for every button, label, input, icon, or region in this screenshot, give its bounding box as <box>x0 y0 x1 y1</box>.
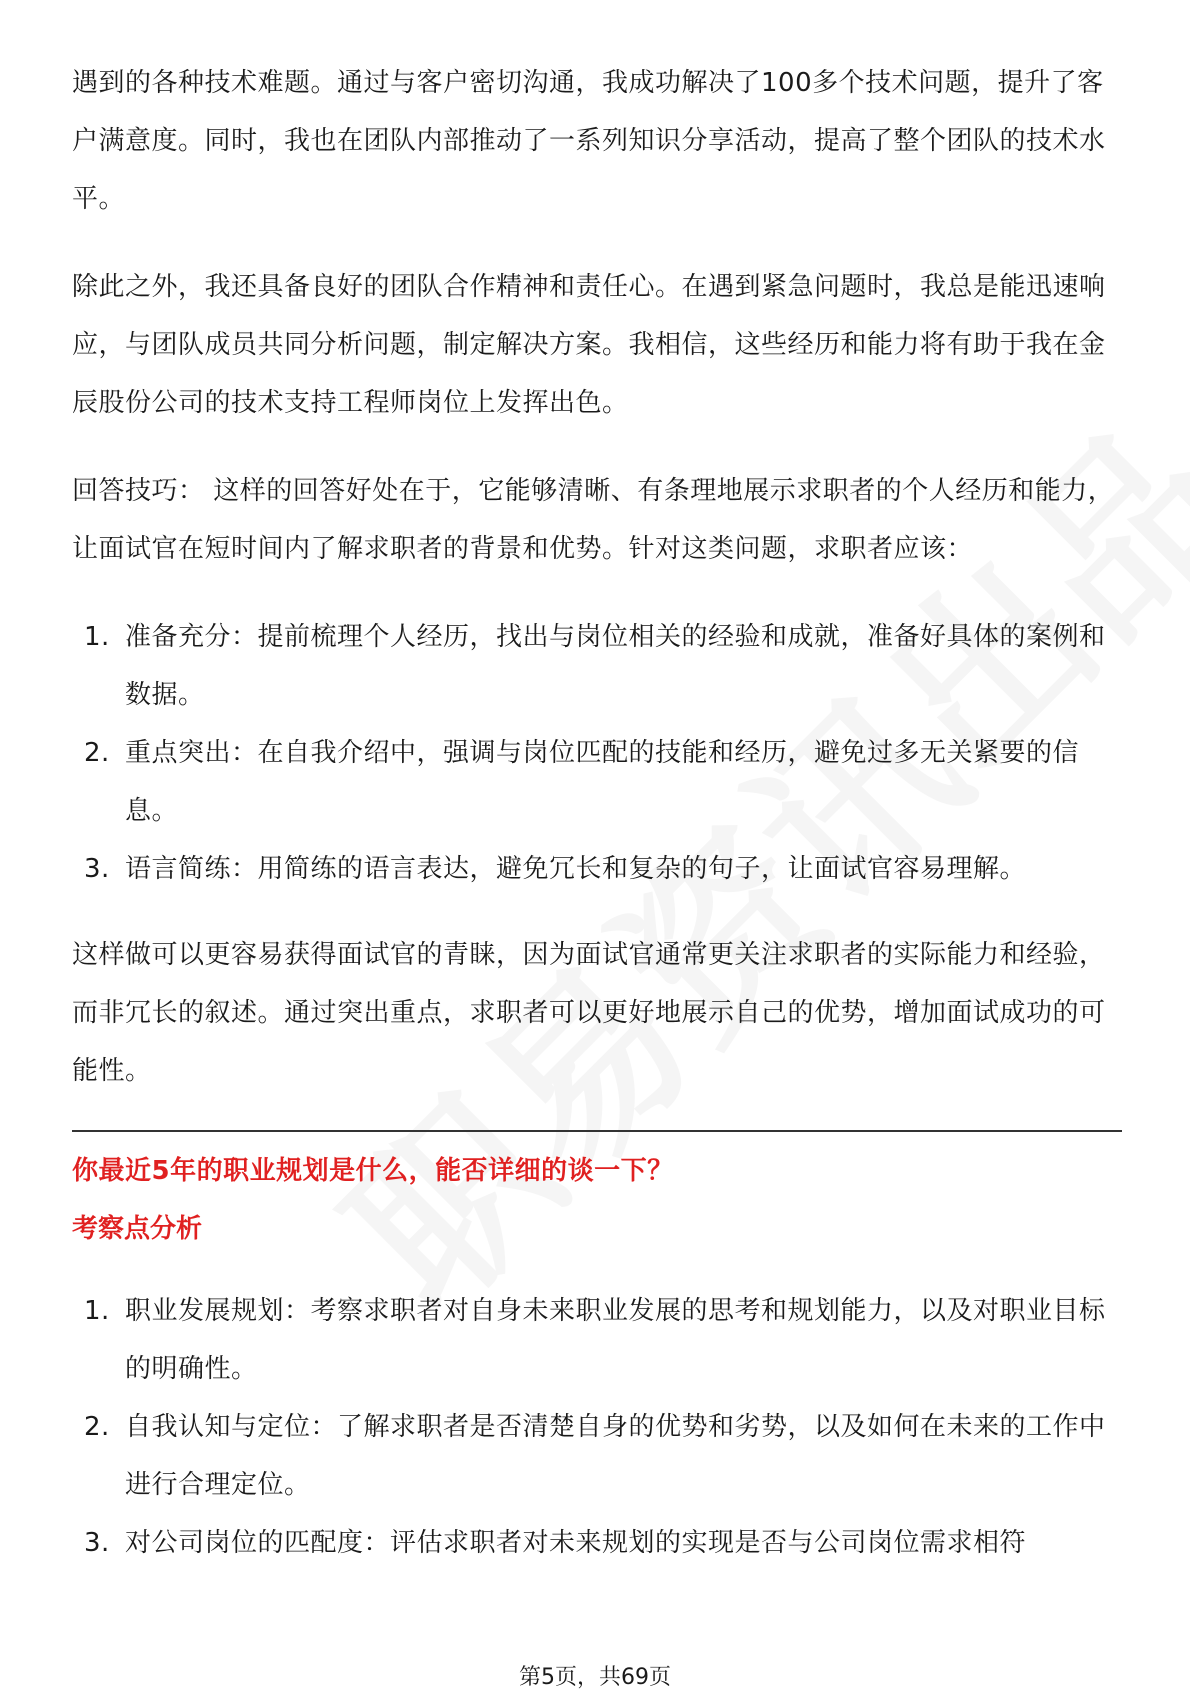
list-number: 1. <box>84 622 110 652</box>
paragraph-conclusion: 这样做可以更容易获得面试官的青睐，因为面试官通常更关注求职者的实际能力和经验，而非冗长的叙述。通过突出重点，求职者可以更好地展示自己的优势，增加面试成功的可能性。 <box>72 940 1106 1086</box>
list-number: 2. <box>84 1412 110 1442</box>
list-number: 1. <box>84 1296 110 1326</box>
list-item-text: 对公司岗位的匹配度：评估求职者对未来规划的实现是否与公司岗位需求相符 <box>125 1528 1027 1558</box>
list-item <box>72 1398 1122 1514</box>
page-footer: 第5页，共69页 <box>519 1665 671 1690</box>
list-item-text: 准备充分：提前梳理个人经历，找出与岗位相关的经验和成就，准备好具体的案例和数据。 <box>125 622 1106 710</box>
list-number: 3. <box>84 1528 110 1558</box>
list-item <box>72 1282 1122 1398</box>
list-number: 2. <box>84 738 110 768</box>
analysis-list <box>72 1282 1122 1572</box>
section-divider <box>72 1130 1122 1132</box>
list-item <box>72 840 1122 898</box>
list-item <box>72 608 1122 724</box>
list-item <box>72 724 1122 840</box>
list-item-text: 自我认知与定位：了解求职者是否清楚自身的优势和劣势，以及如何在未来的工作中进行合理定位。 <box>125 1412 1106 1500</box>
tips-list <box>72 608 1122 898</box>
analysis-heading: 考察点分析 <box>72 1214 203 1244</box>
interview-question: 你最近5年的职业规划是什么，能否详细的谈一下？ <box>72 1156 674 1186</box>
document-page <box>72 54 1122 1600</box>
paragraph-teamwork: 除此之外，我还具备良好的团队合作精神和责任心。在遇到紧急问题时，我总是能迅速响应，与团队成员共同分析问题，制定解决方案。我相信，这些经历和能力将有助于我在金辰股份公司的技术支持工程师岗位上发挥出色。 <box>72 272 1106 418</box>
list-item-text: 职业发展规划：考察求职者对自身未来职业发展的思考和规划能力，以及对职业目标的明确性。 <box>125 1296 1106 1384</box>
list-item-text: 语言简练：用简练的语言表达，避免冗长和复杂的句子，让面试官容易理解。 <box>125 854 1027 884</box>
list-item-text: 重点突出：在自我介绍中，强调与岗位匹配的技能和经历，避免过多无关紧要的信息。 <box>125 738 1080 826</box>
paragraph-experience: 遇到的各种技术难题。通过与客户密切沟通，我成功解决了100多个技术问题，提升了客户满意度。同时，我也在团队内部推动了一系列知识分享活动，提高了整个团队的技术水平。 <box>72 68 1106 214</box>
list-number: 3. <box>84 854 110 884</box>
list-item <box>72 1514 1122 1572</box>
paragraph-answer-tips: 回答技巧： 这样的回答好处在于，它能够清晰、有条理地展示求职者的个人经历和能力，让面试官在短时间内了解求职者的背景和优势。针对这类问题，求职者应该： <box>72 476 1115 564</box>
